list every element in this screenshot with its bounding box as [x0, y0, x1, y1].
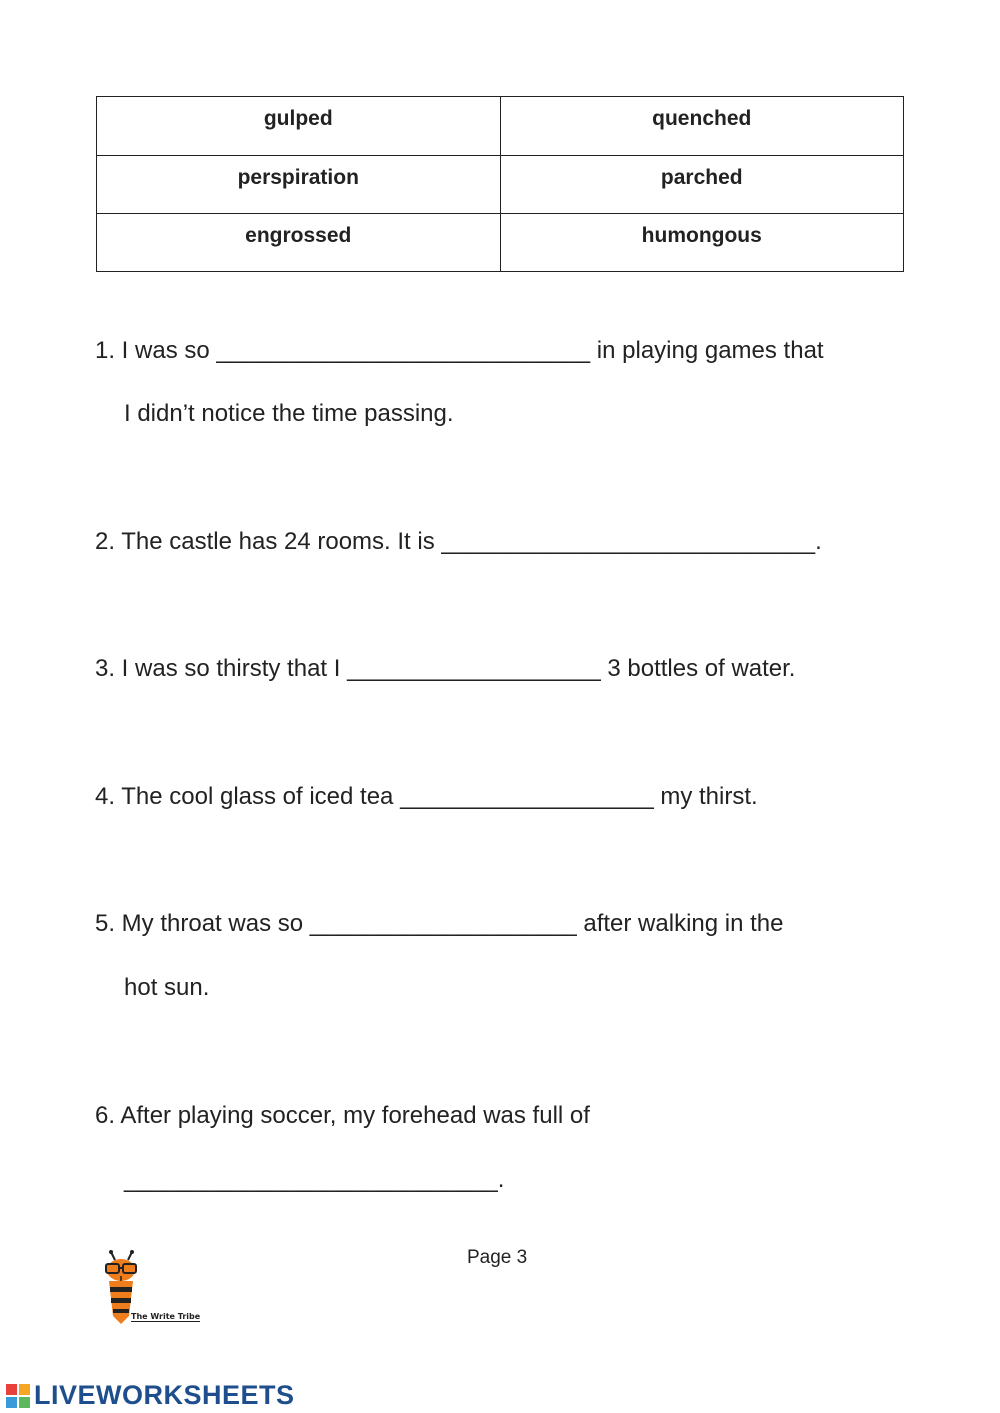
question-6-line-2: ____________________________. [124, 1166, 505, 1193]
question-2-line-1: 2. The castle has 24 rooms. It is ____________________________. [95, 528, 822, 555]
page-number: Page 3 [467, 1247, 528, 1268]
word-bank-row [97, 97, 904, 156]
question-3-line-1: 3. I was so thirsty that I ___________________ 3 bottles of water. [95, 655, 796, 682]
word-bank-table [96, 96, 904, 272]
word-bank-cell: gulped [97, 97, 501, 156]
word-bank-cell: parched [500, 156, 904, 214]
word-bank-row [97, 156, 904, 214]
word-bank-cell: perspiration [97, 156, 501, 214]
question-1-line-1: 1. I was so ____________________________ in playing games that [95, 337, 824, 364]
write-tribe-logo [98, 1250, 208, 1335]
word-bank-cell: engrossed [97, 214, 501, 272]
logo-text: The Write Tribe [131, 1312, 201, 1321]
question-5-line-2: hot sun. [124, 974, 210, 1001]
question-5-line-1: 5. My throat was so ____________________ after walking in the [95, 910, 784, 937]
liveworksheets-brand [6, 1380, 295, 1411]
question-4-line-1: 4. The cool glass of iced tea ___________________ my thirst. [95, 783, 758, 810]
question-6-line-1: 6. After playing soccer, my forehead was full of [95, 1102, 590, 1129]
question-1-line-2: I didn’t notice the time passing. [124, 400, 454, 427]
word-bank-cell: humongous [500, 214, 904, 272]
word-bank-row [97, 214, 904, 272]
liveworksheets-icon [6, 1384, 30, 1408]
word-bank-cell: quenched [500, 97, 904, 156]
brand-label: LIVEWORKSHEETS [34, 1380, 295, 1410]
